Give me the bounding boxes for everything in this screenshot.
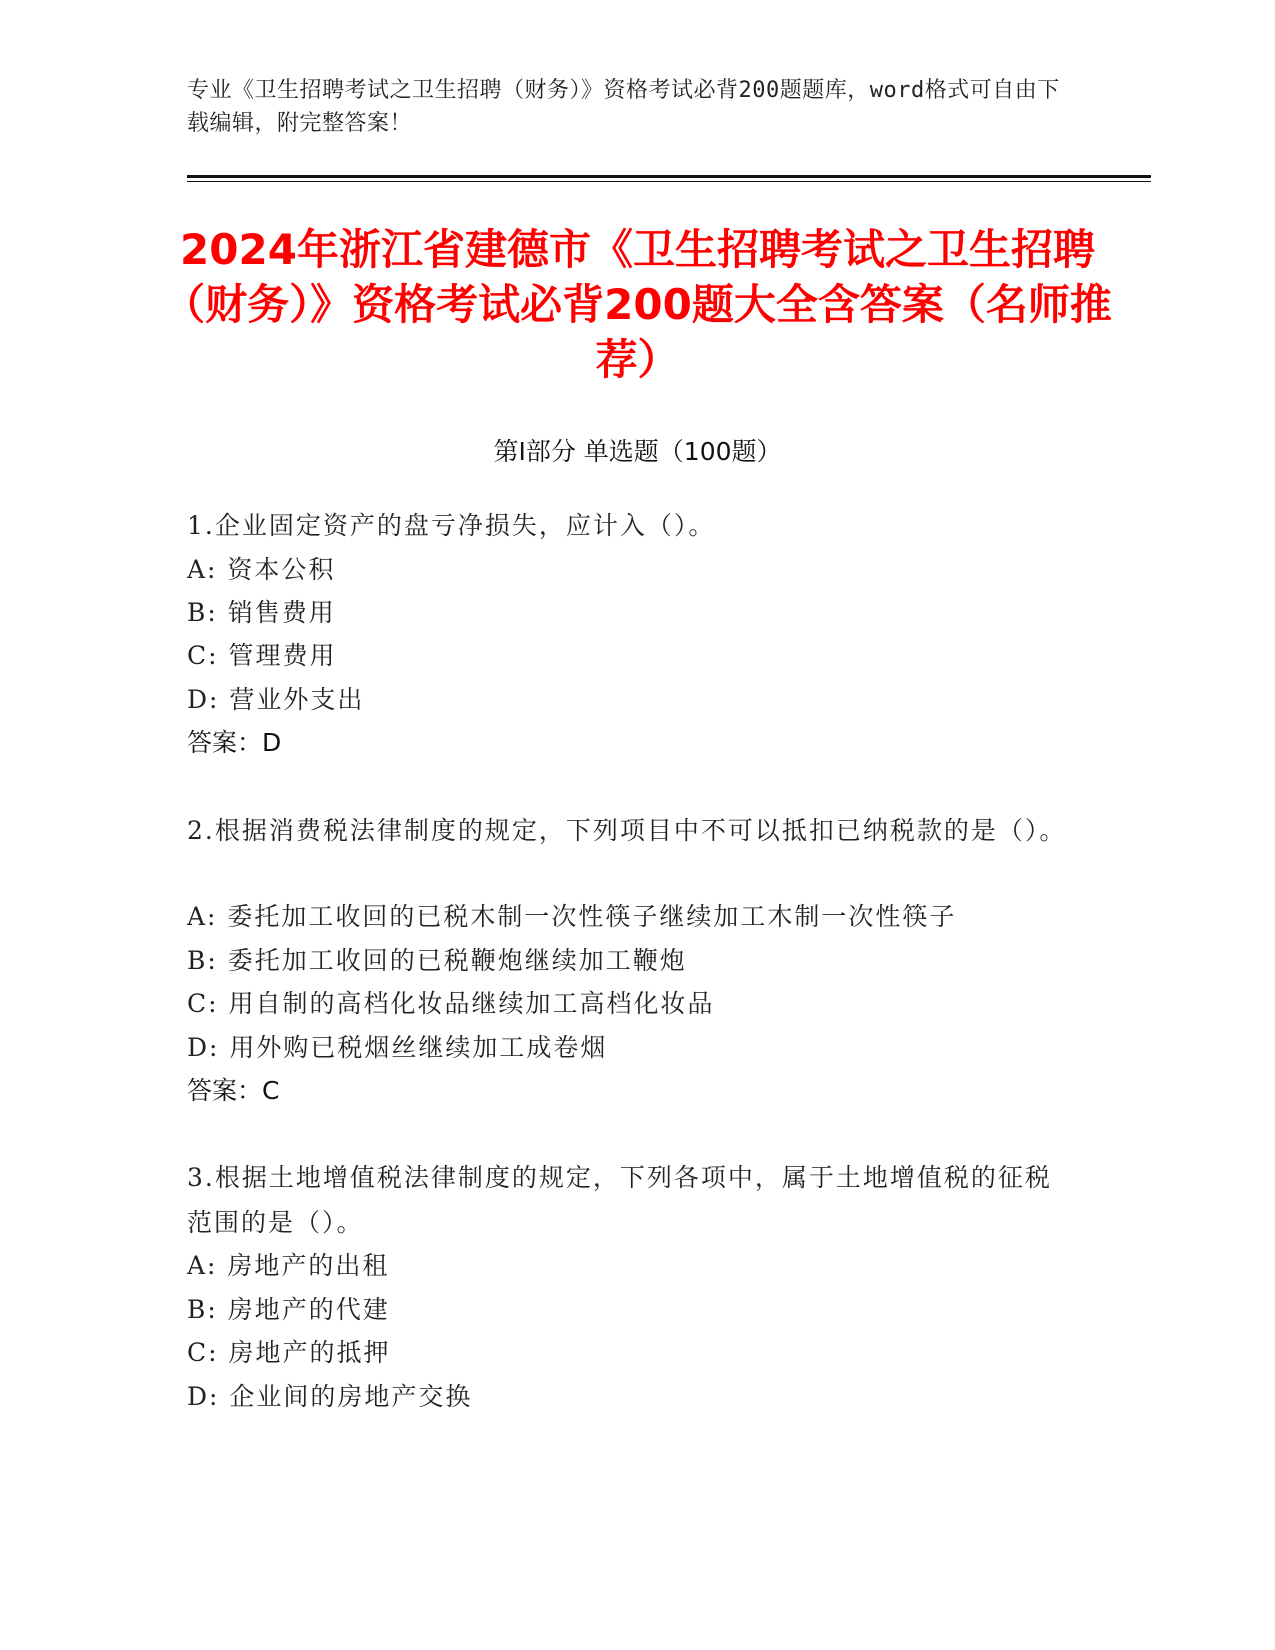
- header-note: 专业《卫生招聘考试之卫生招聘（财务）》资格考试必背200题题库，word格式可自由下载编辑，附完整答案！: [187, 78, 1060, 136]
- question-1-option-a: A: 资本公积: [187, 555, 336, 584]
- section-heading: 第I部分 单选题（100题）: [493, 437, 782, 466]
- question-1-option-c: C: 管理费用: [187, 641, 337, 670]
- header-rule-thin: [187, 181, 1151, 182]
- question-3-option-a: A: 房地产的出租: [187, 1251, 390, 1280]
- question-2-option-c: C: 用自制的高档化妆品继续加工高档化妆品: [187, 989, 715, 1018]
- question-2-stem: 2.根据消费税法律制度的规定，下列项目中不可以抵扣已纳税款的是（）。: [187, 816, 1067, 845]
- question-2-option-a: A: 委托加工收回的已税木制一次性筷子继续加工木制一次性筷子: [187, 902, 957, 931]
- question-1-option-d: D: 营业外支出: [187, 685, 365, 714]
- question-2-option-b: B: 委托加工收回的已税鞭炮继续加工鞭炮: [187, 946, 687, 975]
- question-3-option-c: C: 房地产的抵押: [187, 1338, 391, 1367]
- question-3-option-d: D: 企业间的房地产交换: [187, 1382, 473, 1411]
- question-1-option-b: B: 销售费用: [187, 598, 336, 627]
- header-rule-thick: [187, 175, 1151, 178]
- question-1-stem: 1.企业固定资产的盘亏净损失，应计入（）。: [187, 511, 716, 540]
- question-2-option-d: D: 用外购已税烟丝继续加工成卷烟: [187, 1033, 608, 1062]
- question-3-option-b: B: 房地产的代建: [187, 1295, 390, 1324]
- document-title: 2024年浙江省建德市《卫生招聘考试之卫生招聘（财务）》资格考试必背200题大全含答案（名师推荐）: [163, 225, 1112, 384]
- question-3-stem: 3.根据土地增值税法律制度的规定，下列各项中，属于土地增值税的征税范围的是（）。: [187, 1163, 1052, 1237]
- question-2-answer: 答案：C: [187, 1076, 280, 1105]
- question-1-answer: 答案：D: [187, 728, 282, 757]
